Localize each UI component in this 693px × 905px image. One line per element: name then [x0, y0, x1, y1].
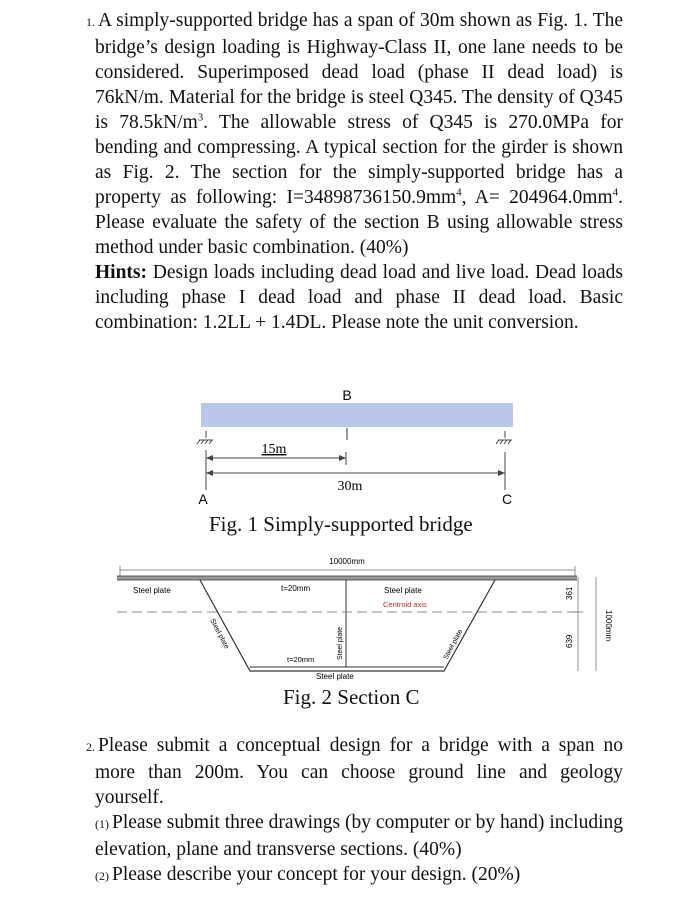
top-flange: [117, 576, 577, 580]
q2-item-2-number: (2): [95, 869, 109, 883]
web-left-label: Steel plate: [208, 617, 230, 651]
arrow-head: [206, 470, 213, 476]
web-right-label: Steel plate: [442, 628, 465, 661]
q1-text-4: . Please evaluate the safety of the section B using allowable stress method under basic combination. (40%): [95, 187, 623, 258]
t-top-label: t=20mm: [281, 584, 311, 593]
right-support-icon: [496, 431, 512, 444]
figure-2-diagram: [0, 552, 693, 682]
question-2-number: 2.: [86, 740, 95, 754]
arrow-head: [498, 470, 505, 476]
dim-361-label: 361: [565, 586, 574, 600]
dim-15m-label: 15m: [261, 442, 287, 457]
left-support-icon: [197, 431, 213, 444]
dim-639-label: 639: [565, 634, 574, 648]
arrow-head: [339, 455, 346, 461]
q1-sup-3: 4: [612, 186, 619, 199]
q1-text-1: A simply-supported bridge has a span of 30m shown as Fig. 1. The bridge’s design loading is Highway-Class II, one lane needs to be considered. Superimposed dead load (phase II dead load) is 76kN/m. Material for the bridge is steel Q345. The density of Q345 is 78.5kN/m: [95, 10, 623, 133]
point-c-label: C: [501, 491, 513, 507]
steel-plate-bottom-label: Steel plate: [316, 672, 354, 681]
top-width-label: 10000mm: [329, 557, 365, 566]
centroid-axis-label: Centroid axis: [383, 600, 427, 609]
bridge-deck: [201, 403, 513, 427]
q2-text: Please submit a conceptual design for a bridge with a span no more than 200m. You can choose ground line and geology yourself.: [95, 735, 623, 808]
t-bottom-label: t=20mm: [287, 655, 315, 664]
figure-1-diagram: [0, 380, 693, 510]
q1-sup-2: 4: [456, 186, 462, 199]
q1-sup-1: 3: [197, 111, 204, 124]
dim-30m-label: 30m: [337, 479, 363, 494]
figure-1-caption: Fig. 1 Simply-supported bridge: [209, 512, 473, 536]
point-b-label: B: [342, 387, 352, 403]
question-1-number: 1.: [86, 15, 95, 29]
hints-text: Design loads including dead load and live load. Dead loads including phase I dead load and phase II dead load. Basic combination: 1.2LL + 1.4DL. Please note the unit conversion.: [95, 262, 623, 333]
box-girder-outline: [200, 580, 495, 671]
q2-item-2-text: Please describe your concept for your design. (20%): [112, 864, 521, 885]
question-1: [86, 8, 623, 335]
q2-item-1-number: (1): [95, 817, 109, 831]
steel-plate-right-label: Steel plate: [384, 586, 422, 595]
dim-1000-label: 1000mm: [604, 610, 613, 642]
figure-2-caption: Fig. 2 Section C: [283, 685, 420, 709]
hints-label: Hints:: [95, 262, 148, 283]
point-a-label: A: [198, 491, 208, 507]
q1-text-3: , A= 204964.0mm: [461, 187, 613, 208]
steel-plate-left-label: Steel plate: [133, 586, 171, 595]
arrow-head: [206, 455, 213, 461]
question-2: [86, 733, 623, 889]
q1-text-2: . The allowable stress of Q345 is 270.0MPa for bending and compressing. A typical section for the girder is shown as Fig. 2. The section for the simply-supported bridge has a property as following: I=34898736150.9mm: [95, 112, 623, 208]
q2-item-1-text: Please submit three drawings (by computer or by hand) including elevation, plane and transverse sections. (40%): [95, 812, 623, 860]
center-web-label: Steel plate: [337, 626, 344, 660]
